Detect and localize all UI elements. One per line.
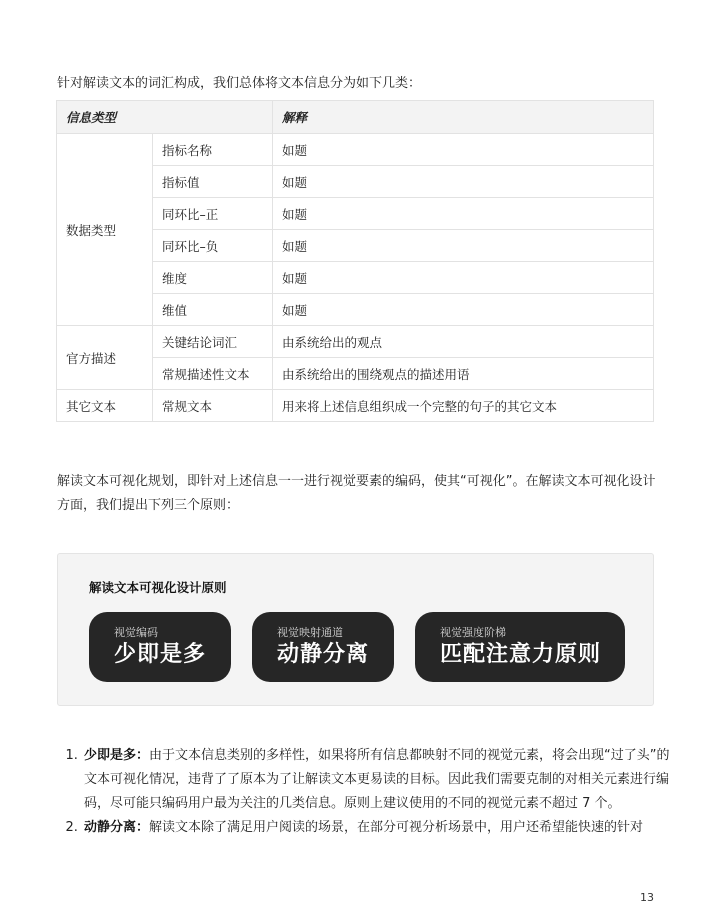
desc-cell: 如题 xyxy=(273,166,654,198)
category-cell: 其它文本 xyxy=(57,390,153,422)
list-item xyxy=(82,816,682,840)
desc-cell: 用来将上述信息组织成一个完整的句子的其它文本 xyxy=(273,390,654,422)
principle-term: 少即是多： xyxy=(84,748,150,763)
desc-cell: 如题 xyxy=(273,294,654,326)
pill-subtitle: 视觉映射通道 xyxy=(277,626,343,639)
header-info-type: 信息类型 xyxy=(57,101,273,134)
desc-cell: 由系统给出的围绕观点的描述用语 xyxy=(273,358,654,390)
list-item xyxy=(82,744,682,816)
desc-cell: 如题 xyxy=(273,262,654,294)
pill-title: 匹配注意力原则 xyxy=(440,642,602,667)
subtype-cell: 同环比–正 xyxy=(153,198,273,230)
principle-term: 动静分离： xyxy=(84,820,150,835)
principle-pill-less-is-more xyxy=(89,612,231,682)
pill-subtitle: 视觉强度阶梯 xyxy=(440,626,506,639)
desc-cell: 如题 xyxy=(273,198,654,230)
principle-text: 由于文本信息类别的多样性，如果将所有信息都映射不同的视觉元素，将会出现“过了头”的文本可视化情况，违背了了原本为了让解读文本更易读的目标。因此我们需要克制的对相关元素进行编码，尽可能只编码用户最为关注的几类信息。原则上建议使用的不同的视觉元素不超过 7 个。 xyxy=(84,748,670,811)
pill-title: 少即是多 xyxy=(114,642,207,667)
desc-cell: 由系统给出的观点 xyxy=(273,326,654,358)
desc-cell: 如题 xyxy=(273,230,654,262)
principle-pill-attention-matching xyxy=(415,612,625,682)
page-number: 13 xyxy=(640,891,654,904)
pill-title: 动静分离 xyxy=(277,642,370,667)
header-explanation: 解释 xyxy=(273,101,654,134)
panel-title: 解读文本可视化设计原则 xyxy=(89,580,227,595)
subtype-cell: 维值 xyxy=(153,294,273,326)
table-header-row xyxy=(57,101,654,134)
desc-cell: 如题 xyxy=(273,134,654,166)
table-row xyxy=(57,390,654,422)
principle-pill-static-dynamic xyxy=(252,612,394,682)
table-row xyxy=(57,326,654,358)
principle-text: 解读文本除了满足用户阅读的场景，在部分可视分析场景中，用户还希望能快速的针对 xyxy=(149,820,644,835)
subtype-cell: 指标名称 xyxy=(153,134,273,166)
category-cell: 数据类型 xyxy=(57,134,153,326)
subtype-cell: 常规描述性文本 xyxy=(153,358,273,390)
subtype-cell: 同环比–负 xyxy=(153,230,273,262)
principles-panel xyxy=(57,553,654,706)
info-type-table xyxy=(56,100,654,422)
planning-paragraph: 解读文本可视化规划，即针对上述信息一一进行视觉要素的编码，使其“可视化”。在解读文本可视化设计方面，我们提出下列三个原则： xyxy=(57,474,656,513)
table-row xyxy=(57,134,654,166)
subtype-cell: 常规文本 xyxy=(153,390,273,422)
pill-subtitle: 视觉编码 xyxy=(114,626,158,639)
principles-list xyxy=(57,744,682,840)
subtype-cell: 维度 xyxy=(153,262,273,294)
subtype-cell: 关键结论词汇 xyxy=(153,326,273,358)
intro-paragraph: 针对解读文本的词汇构成，我们总体将文本信息分为如下几类： xyxy=(57,76,422,91)
subtype-cell: 指标值 xyxy=(153,166,273,198)
category-cell: 官方描述 xyxy=(57,326,153,390)
